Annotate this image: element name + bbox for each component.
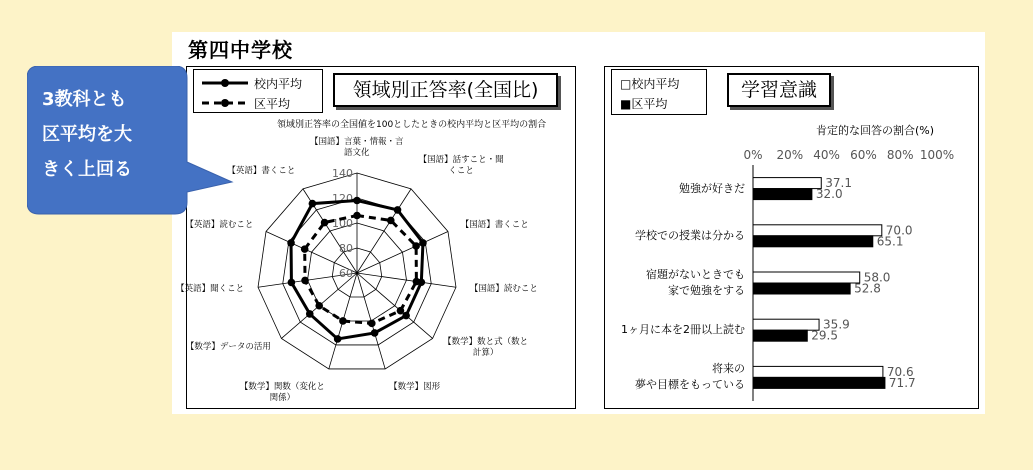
radar-point	[339, 317, 347, 325]
radar-point	[301, 245, 309, 253]
radar-category-label: 【国語】話すこと・聞 くこと	[418, 155, 504, 177]
bar-value-label: 37.1	[825, 176, 852, 191]
radar-point	[315, 302, 323, 310]
bar	[753, 366, 883, 377]
radar-point	[412, 242, 420, 250]
radar-category-label: 【数学】数と式（数と 計算）	[443, 336, 529, 358]
bar	[753, 283, 850, 294]
radar-point	[368, 320, 376, 328]
bar-value-label: 58.0	[863, 270, 891, 285]
bar-x-tick-label: 60%	[850, 148, 877, 162]
radar-point	[419, 239, 427, 247]
radar-category-label: 【数学】図形	[389, 382, 441, 393]
radar-category-label: 【国語】読むこと	[469, 283, 538, 294]
bar-category-label: 勉強が好きだ	[679, 181, 745, 195]
radar-category-label: 【数学】関数（変化と 関係）	[239, 382, 325, 404]
bar	[753, 178, 821, 189]
bar	[753, 319, 819, 330]
radar-tick-label: 140	[332, 167, 353, 180]
callout-line: 区平均を大	[42, 124, 132, 145]
legend-ward-label: 区平均	[254, 97, 291, 111]
bar	[753, 225, 882, 236]
radar-note: 領域別正答率の全国値を100としたときの校内平均と区平均の割合	[277, 120, 547, 130]
bar-value-label: 65.1	[876, 234, 904, 249]
radar-tick-label: 60	[339, 267, 353, 280]
bar-value-label: 29.5	[811, 328, 838, 343]
bar-x-tick-label: 40%	[813, 148, 840, 162]
bar-category-label: 将来の 夢や目標をもっている	[635, 362, 745, 392]
radar-point	[287, 239, 295, 247]
radar-tick-label: 100	[332, 217, 353, 230]
bar	[753, 272, 860, 283]
bar	[753, 377, 885, 388]
radar-category-label: 【数学】データの活用	[185, 342, 271, 353]
radar-point	[394, 206, 402, 214]
radar-point	[397, 307, 405, 315]
radar-point	[306, 310, 314, 318]
radar-point	[334, 335, 342, 343]
radar-tick-label: 80	[339, 242, 353, 255]
radar-category-label: 【国語】書くこと	[460, 220, 529, 231]
radar-category-label: 【英語】聞くこと	[176, 283, 245, 294]
radar-category-label: 【国語】言葉・情報・言 語文化	[310, 137, 404, 158]
bar-category-label: 学校での授業は分かる	[635, 228, 745, 242]
callout-line: きく上回る	[42, 159, 132, 180]
legend-school-label: 校内平均	[254, 77, 303, 91]
bar	[753, 189, 812, 200]
radar-chart-title: 領域別正答率(全国比)	[333, 73, 558, 107]
bar-value-label: 52.8	[854, 281, 881, 296]
bar-x-tick-label: 20%	[776, 148, 804, 162]
bar-value-label: 70.6	[886, 364, 914, 379]
legend-ward-label: ■区平均	[620, 97, 668, 111]
radar-point	[288, 279, 296, 287]
bar-x-tick-label: 100%	[919, 148, 955, 162]
bar	[753, 236, 873, 247]
legend-school-label: □校内平均	[620, 77, 680, 91]
bar-category-label: 1ヶ月に本を2冊以上読む	[621, 323, 745, 337]
radar-point	[353, 212, 361, 220]
bar	[753, 330, 807, 341]
radar-category-label: 【英語】読むこと	[185, 220, 254, 231]
bar-value-label: 32.0	[815, 187, 843, 202]
bar-value-label: 70.0	[885, 223, 913, 238]
bar-chart-title: 学習意識	[727, 73, 831, 107]
bar-subtitle: 肯定的な回答の割合(%)	[816, 124, 935, 137]
radar-category-label: 【英語】書くこと	[227, 166, 296, 177]
radar-spoke	[357, 273, 456, 287]
bar-category-label: 宿題がないときでも 家で勉強をする	[646, 268, 745, 297]
callout-text	[42, 82, 172, 187]
school-title: 第四中学校	[188, 38, 293, 62]
radar-point	[371, 329, 379, 337]
radar-tick-label: 120	[332, 192, 353, 205]
radar-point	[353, 197, 361, 205]
radar-point	[413, 278, 421, 286]
callout-line: 3教科とも	[42, 89, 127, 110]
bar-value-label: 71.7	[888, 375, 916, 390]
radar-point	[301, 277, 309, 285]
radar-point	[321, 219, 329, 227]
radar-point	[309, 200, 317, 208]
bar-chart-panel	[604, 66, 979, 409]
bar-value-label: 35.9	[823, 317, 850, 332]
bar-x-tick-label: 0%	[743, 148, 763, 162]
radar-point	[387, 217, 395, 225]
bar-x-tick-label: 80%	[886, 148, 914, 162]
